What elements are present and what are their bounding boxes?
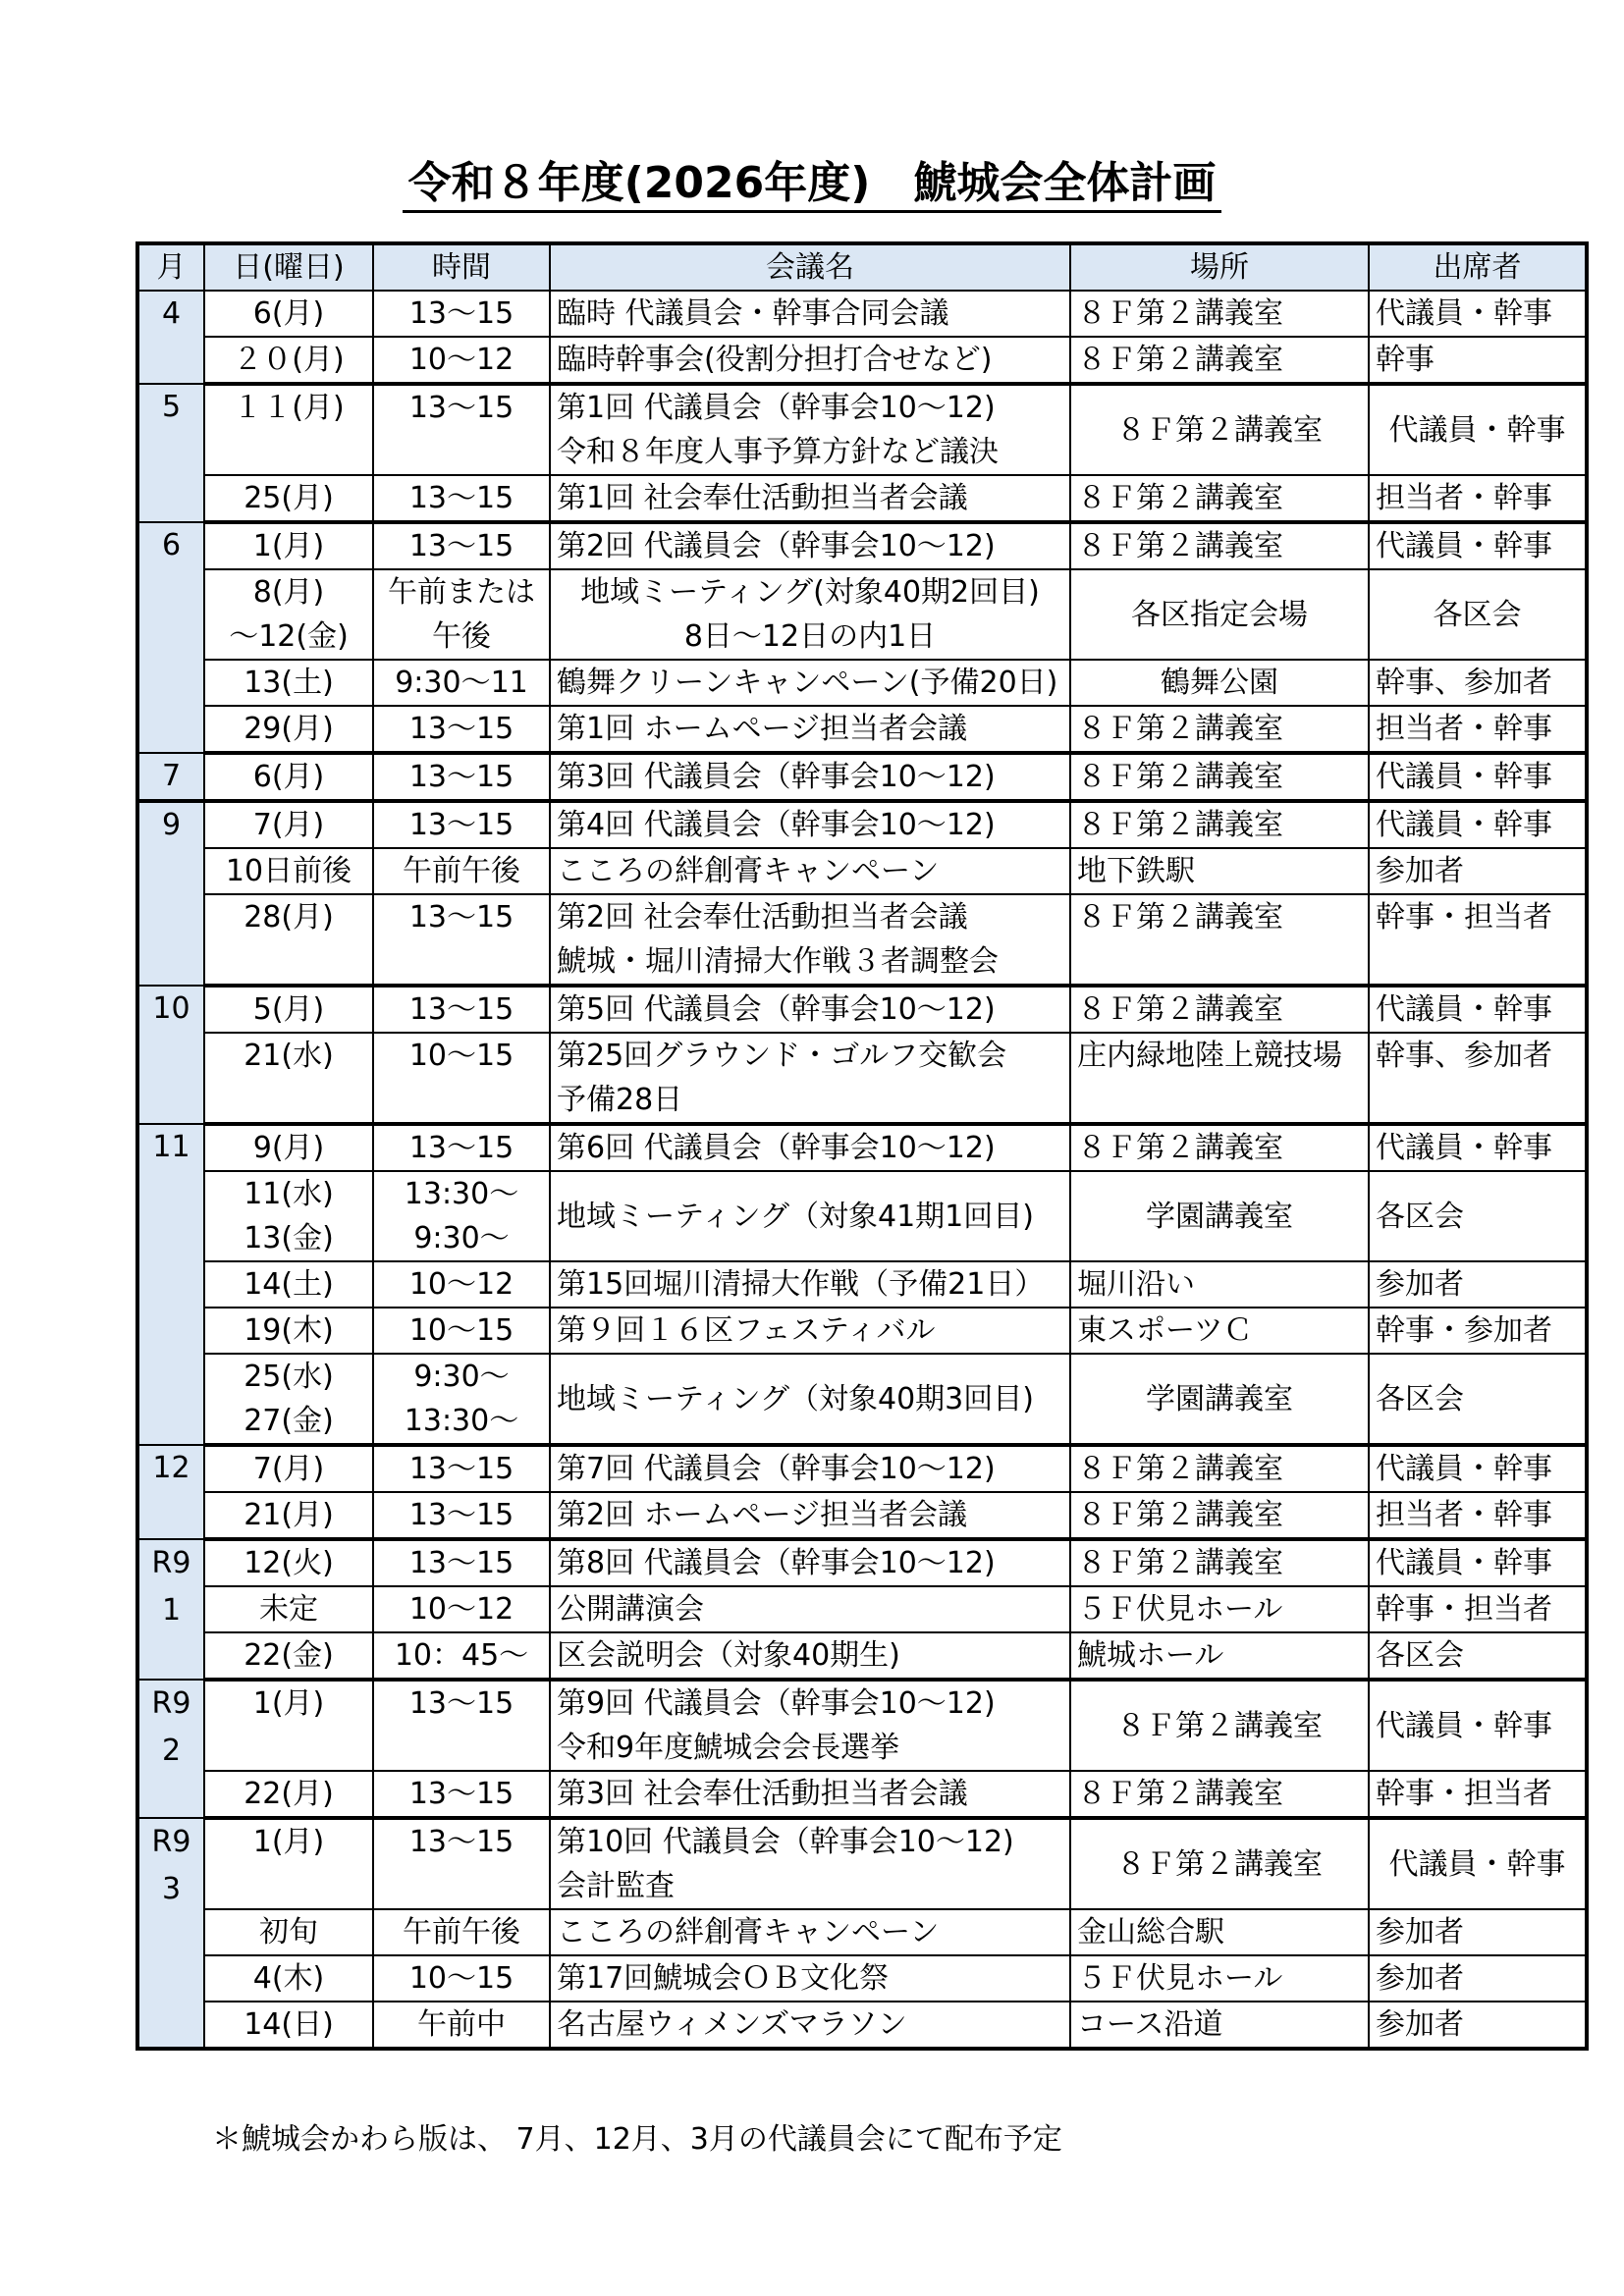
day-line-1: 8(月) — [252, 575, 325, 610]
table-row — [137, 986, 1587, 1033]
time-cell: 13〜15 — [373, 706, 550, 753]
time-line-1: 13:30〜 — [404, 1177, 519, 1211]
month-cell — [137, 1680, 204, 1818]
table-row — [137, 1539, 1587, 1586]
time-cell: 午前中 — [373, 2002, 550, 2049]
meeting-line-2: 鯱城・堀川清掃大作戦３者調整会 — [557, 944, 999, 979]
meeting-line-2: 予備28日 — [557, 1083, 683, 1117]
attendees-cell: 代議員・幹事 — [1369, 291, 1587, 337]
meeting-cell: 第3回 社会奉仕活動担当者会議 — [550, 1771, 1070, 1818]
month-cell — [137, 1539, 204, 1680]
page-title: 令和８年度(2026年度) 鯱城会全体計画 — [0, 147, 1624, 210]
meeting-cell: 第7回 代議員会（幹事会10〜12) — [550, 1445, 1070, 1492]
day-cell: 6(月) — [204, 291, 373, 337]
header-meeting: 会議名 — [550, 243, 1070, 291]
attendees-cell: 幹事・担当者 — [1369, 1771, 1587, 1818]
attendees-cell: 代議員・幹事 — [1369, 1539, 1587, 1586]
place-cell: 学園講義室 — [1070, 1354, 1369, 1445]
header-attendees: 出席者 — [1369, 243, 1587, 291]
day-cell: 1(月) — [204, 1680, 373, 1771]
meeting-cell — [550, 384, 1070, 475]
time-cell: 10〜15 — [373, 1033, 550, 1124]
attendees-cell: 幹事 — [1369, 337, 1587, 384]
meeting-cell — [550, 1033, 1070, 1124]
place-cell: ８Ｆ第２講義室 — [1070, 1680, 1369, 1771]
time-cell: 13〜15 — [373, 384, 550, 475]
attendees-cell: 各区会 — [1369, 1632, 1587, 1680]
meeting-line-1: 第25回グラウンド・ゴルフ交歓会 — [557, 1039, 1007, 1073]
month-cell: 4 — [137, 291, 204, 384]
day-cell: 7(月) — [204, 1445, 373, 1492]
meeting-cell: 地域ミーティング（対象40期3回目) — [550, 1354, 1070, 1445]
table-row — [137, 706, 1587, 753]
time-cell: 13〜15 — [373, 753, 550, 801]
time-cell: 10〜15 — [373, 1308, 550, 1354]
table-row — [137, 801, 1587, 848]
time-cell: 13〜15 — [373, 1818, 550, 1909]
header-row — [137, 243, 1587, 291]
month-cell: 6 — [137, 522, 204, 753]
attendees-cell: 幹事・担当者 — [1369, 894, 1587, 986]
day-cell — [204, 569, 373, 660]
attendees-cell: 各区会 — [1369, 569, 1587, 660]
table-row — [137, 1909, 1587, 1955]
table-row — [137, 569, 1587, 660]
month-line-1: R9 — [151, 1686, 191, 1721]
time-cell: 10〜12 — [373, 337, 550, 384]
month-cell: 7 — [137, 753, 204, 801]
day-cell: 未定 — [204, 1586, 373, 1632]
attendees-cell: 幹事・担当者 — [1369, 1586, 1587, 1632]
table-row — [137, 1354, 1587, 1445]
place-cell: ８Ｆ第２講義室 — [1070, 1445, 1369, 1492]
table-row — [137, 522, 1587, 569]
month-cell: 11 — [137, 1124, 204, 1445]
attendees-cell: 各区会 — [1369, 1354, 1587, 1445]
day-line-1: 11(水) — [244, 1177, 334, 1211]
attendees-cell: 担当者・幹事 — [1369, 706, 1587, 753]
attendees-cell: 代議員・幹事 — [1369, 1124, 1587, 1171]
header-time: 時間 — [373, 243, 550, 291]
meeting-cell: 第3回 代議員会（幹事会10〜12) — [550, 753, 1070, 801]
time-line-1: 午前または — [388, 575, 535, 610]
meeting-line-1: 地域ミーティング(対象40期2回目) — [580, 575, 1040, 610]
table-row — [137, 1632, 1587, 1680]
place-cell: ８Ｆ第２講義室 — [1070, 337, 1369, 384]
time-cell: 13〜15 — [373, 894, 550, 986]
table-row — [137, 291, 1587, 337]
table-row — [137, 894, 1587, 986]
place-cell: ８Ｆ第２講義室 — [1070, 291, 1369, 337]
attendees-cell: 参加者 — [1369, 848, 1587, 894]
time-cell: 10〜12 — [373, 1586, 550, 1632]
meeting-cell — [550, 1818, 1070, 1909]
time-cell: 13〜15 — [373, 1539, 550, 1586]
month-cell: 5 — [137, 384, 204, 522]
day-cell — [204, 1354, 373, 1445]
time-cell: 9:30〜11 — [373, 660, 550, 706]
day-cell: 29(月) — [204, 706, 373, 753]
time-line-1: 9:30〜 — [413, 1360, 510, 1394]
time-line-2: 午後 — [432, 619, 491, 654]
time-line-2: 13:30〜 — [404, 1404, 519, 1438]
time-cell: 13〜15 — [373, 1492, 550, 1539]
attendees-cell: 幹事、参加者 — [1369, 660, 1587, 706]
meeting-cell: 第4回 代議員会（幹事会10〜12) — [550, 801, 1070, 848]
time-cell: 10〜12 — [373, 1261, 550, 1308]
meeting-cell — [550, 894, 1070, 986]
meeting-cell: 臨時 代議員会・幹事合同会議 — [550, 291, 1070, 337]
time-cell: 13〜15 — [373, 475, 550, 522]
meeting-cell: 名古屋ウィメンズマラソン — [550, 2002, 1070, 2049]
day-cell: 1(月) — [204, 522, 373, 569]
attendees-cell: 幹事・参加者 — [1369, 1308, 1587, 1354]
month-line-1: R9 — [151, 1825, 191, 1859]
day-cell: 6(月) — [204, 753, 373, 801]
meeting-line-2: 令和８年度人事予算方針など議決 — [557, 435, 999, 469]
meeting-cell: 地域ミーティング（対象41期1回目) — [550, 1171, 1070, 1261]
attendees-cell: 参加者 — [1369, 2002, 1587, 2049]
day-cell: 28(月) — [204, 894, 373, 986]
day-cell: 5(月) — [204, 986, 373, 1033]
meeting-cell: 区会説明会（対象40期生) — [550, 1632, 1070, 1680]
day-cell: 12(火) — [204, 1539, 373, 1586]
meeting-cell: 第8回 代議員会（幹事会10〜12) — [550, 1539, 1070, 1586]
attendees-cell: 担当者・幹事 — [1369, 1492, 1587, 1539]
table-row — [137, 1445, 1587, 1492]
time-cell: 13〜15 — [373, 986, 550, 1033]
meeting-cell: 第6回 代議員会（幹事会10〜12) — [550, 1124, 1070, 1171]
header-day: 日(曜日) — [204, 243, 373, 291]
time-cell — [373, 1354, 550, 1445]
meeting-line-2: 会計監査 — [557, 1869, 675, 1903]
table-row — [137, 1955, 1587, 2002]
day-cell: 13(土) — [204, 660, 373, 706]
place-cell: 東スポーツＣ — [1070, 1308, 1369, 1354]
meeting-cell: 第2回 ホームページ担当者会議 — [550, 1492, 1070, 1539]
place-cell: ８Ｆ第２講義室 — [1070, 1539, 1369, 1586]
table-row — [137, 1818, 1587, 1909]
day-cell: 10日前後 — [204, 848, 373, 894]
place-cell: 各区指定会場 — [1070, 569, 1369, 660]
meeting-cell: 第17回鯱城会ＯＢ文化祭 — [550, 1955, 1070, 2002]
meeting-cell: 第1回 社会奉仕活動担当者会議 — [550, 475, 1070, 522]
day-cell: ２０(月) — [204, 337, 373, 384]
time-cell: 午前午後 — [373, 848, 550, 894]
table-row — [137, 1680, 1587, 1771]
day-cell: １１(月) — [204, 384, 373, 475]
meeting-cell: 公開講演会 — [550, 1586, 1070, 1632]
attendees-cell: 参加者 — [1369, 1909, 1587, 1955]
month-cell — [137, 1818, 204, 2049]
time-cell — [373, 1171, 550, 1261]
meeting-line-2: 8日〜12日の内1日 — [683, 619, 937, 654]
month-line-1: R9 — [151, 1546, 191, 1580]
place-cell: ８Ｆ第２講義室 — [1070, 753, 1369, 801]
table-row — [137, 475, 1587, 522]
day-line-2: 13(金) — [244, 1221, 334, 1255]
table-row — [137, 753, 1587, 801]
place-cell: ５Ｆ伏見ホール — [1070, 1955, 1369, 2002]
day-cell: 7(月) — [204, 801, 373, 848]
time-cell: 13〜15 — [373, 1445, 550, 1492]
table-row — [137, 848, 1587, 894]
meeting-cell: こころの絆創膏キャンペーン — [550, 1909, 1070, 1955]
meeting-cell: 第９回１６区フェスティバル — [550, 1308, 1070, 1354]
day-cell: 21(水) — [204, 1033, 373, 1124]
meeting-line-2: 令和9年度鯱城会会長選挙 — [557, 1731, 900, 1765]
day-cell: 19(木) — [204, 1308, 373, 1354]
time-cell: 10〜15 — [373, 1955, 550, 2002]
day-cell: 9(月) — [204, 1124, 373, 1171]
day-line-1: 25(水) — [244, 1360, 334, 1394]
meeting-line-1: 第1回 代議員会（幹事会10〜12) — [557, 391, 996, 425]
day-cell: 初旬 — [204, 1909, 373, 1955]
table-row — [137, 337, 1587, 384]
place-cell: 鯱城ホール — [1070, 1632, 1369, 1680]
time-cell: 13〜15 — [373, 1124, 550, 1171]
place-cell: 地下鉄駅 — [1070, 848, 1369, 894]
table-row — [137, 660, 1587, 706]
attendees-cell: 代議員・幹事 — [1369, 753, 1587, 801]
place-cell: ８Ｆ第２講義室 — [1070, 475, 1369, 522]
attendees-cell: 各区会 — [1369, 1171, 1587, 1261]
table-row — [137, 1171, 1587, 1261]
attendees-cell: 参加者 — [1369, 1955, 1587, 2002]
time-line-2: 9:30〜 — [413, 1221, 510, 1255]
time-cell: 13〜15 — [373, 1680, 550, 1771]
attendees-cell: 代議員・幹事 — [1369, 384, 1587, 475]
month-line-2: 3 — [161, 1872, 182, 1906]
meeting-cell — [550, 569, 1070, 660]
meeting-cell: 第2回 代議員会（幹事会10〜12) — [550, 522, 1070, 569]
header-month: 月 — [137, 243, 204, 291]
place-cell: ８Ｆ第２講義室 — [1070, 1771, 1369, 1818]
month-cell: 12 — [137, 1445, 204, 1539]
meeting-cell: 第15回堀川清掃大作戦（予備21日） — [550, 1261, 1070, 1308]
day-line-2: 27(金) — [244, 1404, 334, 1438]
place-cell: コース沿道 — [1070, 2002, 1369, 2049]
place-cell: ８Ｆ第２講義室 — [1070, 1818, 1369, 1909]
day-cell — [204, 1171, 373, 1261]
attendees-cell: 代議員・幹事 — [1369, 1680, 1587, 1771]
table-row — [137, 2002, 1587, 2049]
month-cell: 10 — [137, 986, 204, 1124]
table-row — [137, 1124, 1587, 1171]
meeting-cell: こころの絆創膏キャンペーン — [550, 848, 1070, 894]
time-cell: 13〜15 — [373, 801, 550, 848]
time-cell: 13〜15 — [373, 522, 550, 569]
day-cell: 14(土) — [204, 1261, 373, 1308]
time-cell: 13〜15 — [373, 1771, 550, 1818]
meeting-cell: 第1回 ホームページ担当者会議 — [550, 706, 1070, 753]
attendees-cell: 代議員・幹事 — [1369, 801, 1587, 848]
month-line-2: 1 — [161, 1593, 182, 1628]
schedule-table — [135, 241, 1589, 2051]
day-cell: 14(日) — [204, 2002, 373, 2049]
table-row — [137, 384, 1587, 475]
meeting-line-1: 第2回 社会奉仕活動担当者会議 — [557, 900, 968, 934]
table-row — [137, 1033, 1587, 1124]
meeting-cell: 臨時幹事会(役割分担打合せなど) — [550, 337, 1070, 384]
header-place: 場所 — [1070, 243, 1369, 291]
place-cell: ８Ｆ第２講義室 — [1070, 522, 1369, 569]
place-cell: 学園講義室 — [1070, 1171, 1369, 1261]
place-cell: 金山総合駅 — [1070, 1909, 1369, 1955]
place-cell: ８Ｆ第２講義室 — [1070, 894, 1369, 986]
table-row — [137, 1261, 1587, 1308]
day-cell: 25(月) — [204, 475, 373, 522]
footnote: ＊鯱城会かわら版は、 7月、12月、3月の代議員会にて配布予定 — [212, 2122, 1062, 2157]
attendees-cell: 幹事、参加者 — [1369, 1033, 1587, 1124]
day-cell: 22(月) — [204, 1771, 373, 1818]
time-cell: 10：45〜 — [373, 1632, 550, 1680]
attendees-cell: 代議員・幹事 — [1369, 1445, 1587, 1492]
attendees-cell: 担当者・幹事 — [1369, 475, 1587, 522]
time-cell: 午前午後 — [373, 1909, 550, 1955]
place-cell: 鶴舞公園 — [1070, 660, 1369, 706]
day-cell: 21(月) — [204, 1492, 373, 1539]
place-cell: ８Ｆ第２講義室 — [1070, 384, 1369, 475]
meeting-line-1: 第10回 代議員会（幹事会10〜12) — [557, 1825, 1014, 1859]
table-row — [137, 1492, 1587, 1539]
day-line-2: 〜12(金) — [229, 619, 349, 654]
month-cell: 9 — [137, 801, 204, 986]
meeting-cell: 第5回 代議員会（幹事会10〜12) — [550, 986, 1070, 1033]
attendees-cell: 代議員・幹事 — [1369, 522, 1587, 569]
place-cell: ８Ｆ第２講義室 — [1070, 1492, 1369, 1539]
place-cell: ８Ｆ第２講義室 — [1070, 986, 1369, 1033]
attendees-cell: 参加者 — [1369, 1261, 1587, 1308]
place-cell: ８Ｆ第２講義室 — [1070, 801, 1369, 848]
place-cell: 庄内緑地陸上競技場 — [1070, 1033, 1369, 1124]
place-cell: ８Ｆ第２講義室 — [1070, 706, 1369, 753]
attendees-cell: 代議員・幹事 — [1369, 986, 1587, 1033]
place-cell: 堀川沿い — [1070, 1261, 1369, 1308]
day-cell: 22(金) — [204, 1632, 373, 1680]
day-cell: 1(月) — [204, 1818, 373, 1909]
time-cell: 13〜15 — [373, 291, 550, 337]
attendees-cell: 代議員・幹事 — [1369, 1818, 1587, 1909]
meeting-cell — [550, 1680, 1070, 1771]
table-row — [137, 1771, 1587, 1818]
table-row — [137, 1308, 1587, 1354]
meeting-line-1: 第9回 代議員会（幹事会10〜12) — [557, 1686, 996, 1721]
table-row — [137, 1586, 1587, 1632]
meeting-cell: 鶴舞クリーンキャンペーン(予備20日) — [550, 660, 1070, 706]
month-line-2: 2 — [161, 1734, 182, 1768]
place-cell: ５Ｆ伏見ホール — [1070, 1586, 1369, 1632]
time-cell — [373, 569, 550, 660]
place-cell: ８Ｆ第２講義室 — [1070, 1124, 1369, 1171]
day-cell: 4(木) — [204, 1955, 373, 2002]
